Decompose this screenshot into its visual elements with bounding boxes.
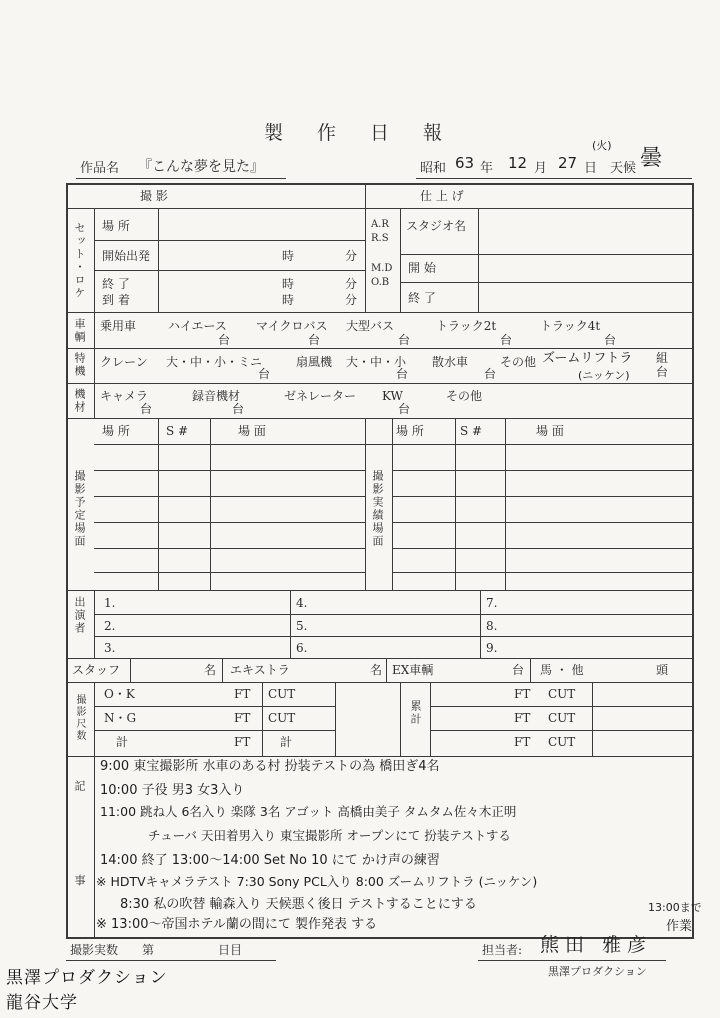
vehicle-largebus: 大型バス [346, 319, 395, 333]
vehicle-hiace: ハイエース [168, 319, 227, 333]
actual-place-header: 場 所 [396, 424, 424, 438]
ex-vehicle-unit: 台 [512, 663, 525, 677]
cast-8: 8. [486, 619, 498, 633]
equipment-recorder: 録音機材 [192, 389, 241, 403]
cum-ok-cut: CUT [548, 687, 576, 701]
special-set-unit: 組 [656, 351, 669, 365]
cast-2: 2. [104, 619, 116, 633]
special-crane: クレーン [100, 355, 148, 369]
special-fan: 扇風機 [296, 355, 333, 369]
vehicle-largebus-unit: 台 [398, 333, 411, 347]
notes-line-3: 11:00 跳ね人 6名入り 楽隊 3名 アゴット 高橋由美子 タムタム佐々木正明 [100, 804, 517, 819]
vehicle-truck2: トラック2t [436, 319, 497, 333]
notes-line-1: 9:00 東宝撮影所 水車のある村 扮装テストの為 橋田ぎ4名 [100, 759, 440, 774]
footage-side-label: 撮影尺数 [74, 694, 85, 742]
end-label: 終 了 [102, 277, 130, 291]
special-crane-sizes: 大・中・小・ミニ [166, 355, 263, 369]
vehicles-side-label: 車輌 [73, 318, 86, 344]
person-label: 担当者: [482, 943, 523, 957]
ar-rs-label: A.R R.S [371, 219, 389, 244]
company-print: 黒澤プロダクション [548, 965, 647, 978]
equipment-generator: ゼネレーター [284, 389, 357, 403]
vehicle-truck4: トラック4t [540, 319, 601, 333]
staff-name-unit: 名 [204, 663, 217, 677]
vehicle-passenger: 乗用車 [100, 319, 137, 333]
notes-line-4: チューバ 天田着男入り 東宝撮影所 オープンにて 扮装テストする [148, 828, 511, 843]
md-ob-label: M.D O.B [371, 263, 393, 288]
cast-side-label: 出演者 [73, 596, 86, 635]
extra-name-unit: 名 [370, 663, 383, 677]
date-day-unit: 日 [584, 161, 598, 176]
caption-line-1: 黒澤プロダクション [6, 968, 168, 988]
plan-scenes-label: 撮影予定場面 [73, 470, 86, 548]
equipment-side-label: 機材 [73, 388, 86, 414]
equipment-kw: KW [382, 389, 403, 403]
date-era: 昭和 [420, 161, 447, 176]
vehicle-truck2-unit: 台 [500, 333, 513, 347]
horse-unit: 頭 [656, 663, 669, 677]
weather-label: 天候 [610, 161, 637, 176]
plan-sno-header: S # [166, 424, 189, 438]
studio-label: スタジオ名 [406, 219, 467, 233]
weather-value: 曇 [640, 146, 663, 171]
footage-ok: O・K [104, 687, 135, 701]
header-finishing: 仕 上 げ [420, 189, 464, 203]
arrive-label: 到 着 [102, 293, 130, 307]
cast-9: 9. [486, 641, 498, 655]
date-year-unit: 年 [480, 161, 494, 176]
actual-scene-header: 場 面 [536, 424, 564, 438]
start-hour-label: 時 [282, 249, 295, 263]
vehicle-hiace-unit: 台 [218, 333, 231, 347]
arrive-minute-label: 分 [345, 293, 358, 307]
notes-line-8: ※ 13:00〜帝国ホテル蘭の間にて 製作発表 する [96, 917, 378, 932]
shooting-days-suffix: 日目 [218, 943, 243, 957]
cast-5: 5. [296, 619, 308, 633]
special-side-label: 特機 [73, 352, 86, 378]
date-month: 12 [508, 154, 528, 172]
header-shooting: 撮 影 [140, 189, 168, 203]
notes-line-5: 14:00 終了 13:00〜14:00 Set No 10 にて かけ声の練習 [100, 853, 440, 868]
date-year: 63 [455, 154, 475, 172]
date-month-unit: 月 [534, 161, 548, 176]
notes-line-2: 10:00 子役 男3 女3入り [100, 783, 245, 798]
weekday: (火) [592, 139, 612, 152]
cast-4: 4. [296, 596, 308, 610]
notes-line-7-note: 13:00まで [648, 901, 702, 914]
finish-end-label: 終 了 [408, 291, 436, 305]
caption-line-2: 龍谷大学 [6, 993, 78, 1013]
set-loc-side-label: セット・ロケ [73, 222, 86, 300]
notes-line-6: ※ HDTVキャメラテスト 7:30 Sony PCL入り 8:00 ズームリフトラ (ニッケン) [96, 874, 538, 889]
cum-ok-ft: FT [514, 687, 531, 701]
ng-cut: CUT [268, 711, 296, 725]
date-day: 27 [558, 154, 578, 172]
shooting-days-label: 撮影実数 [70, 943, 119, 957]
place-label: 場 所 [102, 219, 130, 233]
form-title: 製 作 日 報 [263, 122, 457, 144]
equipment-recorder-unit: 台 [232, 402, 245, 416]
horse-label: 馬 ・ 他 [540, 663, 584, 677]
ex-vehicle-label: EX車輌 [392, 663, 434, 677]
footage-total: 計 [116, 735, 129, 749]
equipment-other: その他 [446, 389, 483, 403]
work-name: 『こんな夢を見た』 [138, 159, 264, 175]
total-sub: 計 [280, 735, 293, 749]
cum-total-cut: CUT [548, 735, 576, 749]
total-ft: FT [234, 735, 251, 749]
vehicle-microbus-unit: 台 [308, 333, 321, 347]
ng-ft: FT [234, 711, 251, 725]
ok-ft: FT [234, 687, 251, 701]
cum-ng-cut: CUT [548, 711, 576, 725]
vehicle-microbus: マイクロバス [256, 319, 328, 333]
equipment-camera-unit: 台 [140, 402, 153, 416]
arrive-hour-label: 時 [282, 293, 295, 307]
notes-side-label: 記 事 [73, 780, 86, 926]
extra-label: エキストラ [230, 663, 290, 677]
cumulative-label: 累計 [409, 700, 422, 726]
start-minute-label: 分 [345, 249, 358, 263]
actual-sno-header: S # [460, 424, 483, 438]
shooting-days-prefix: 第 [142, 943, 155, 957]
work-label: 作品名 [80, 161, 120, 176]
special-other-note: (ニッケン) [578, 369, 630, 382]
finish-start-label: 開 始 [408, 261, 436, 275]
cum-ng-ft: FT [514, 711, 531, 725]
vehicle-truck4-unit: 台 [604, 333, 617, 347]
plan-place-header: 場 所 [102, 424, 130, 438]
plan-scene-header: 場 面 [238, 424, 266, 438]
special-crane-unit: 台 [258, 367, 271, 381]
special-sprinkler: 散水車 [432, 355, 469, 369]
ok-cut: CUT [268, 687, 296, 701]
footage-ng: N・G [104, 711, 137, 725]
notes-line-8-note: 作業 [666, 919, 693, 934]
notes-line-7: 8:30 私の吹替 輸森入り 天候悪く後日 テストすることにする [120, 897, 477, 912]
cast-1: 1. [104, 596, 116, 610]
equipment-camera: キャメラ [100, 389, 149, 403]
cast-7: 7. [486, 596, 498, 610]
special-other-value: ズームリフトラ [542, 351, 633, 366]
special-fan-unit: 台 [396, 367, 409, 381]
actual-scenes-label: 撮影実績場面 [371, 470, 384, 548]
special-unit: 台 [656, 365, 669, 379]
end-hour-label: 時 [282, 277, 295, 291]
cum-total-ft: FT [514, 735, 531, 749]
cast-6: 6. [296, 641, 308, 655]
staff-label: スタッフ [72, 663, 121, 677]
special-sprinkler-unit: 台 [484, 367, 497, 381]
person-name: 熊田 雅彦 [540, 934, 653, 956]
equipment-kw-unit: 台 [398, 402, 411, 416]
special-fan-sizes: 大・中・小 [346, 355, 407, 369]
start-depart-label: 開始出発 [102, 249, 151, 263]
cast-3: 3. [104, 641, 116, 655]
end-minute-label: 分 [345, 277, 358, 291]
special-other: その他 [500, 355, 537, 369]
